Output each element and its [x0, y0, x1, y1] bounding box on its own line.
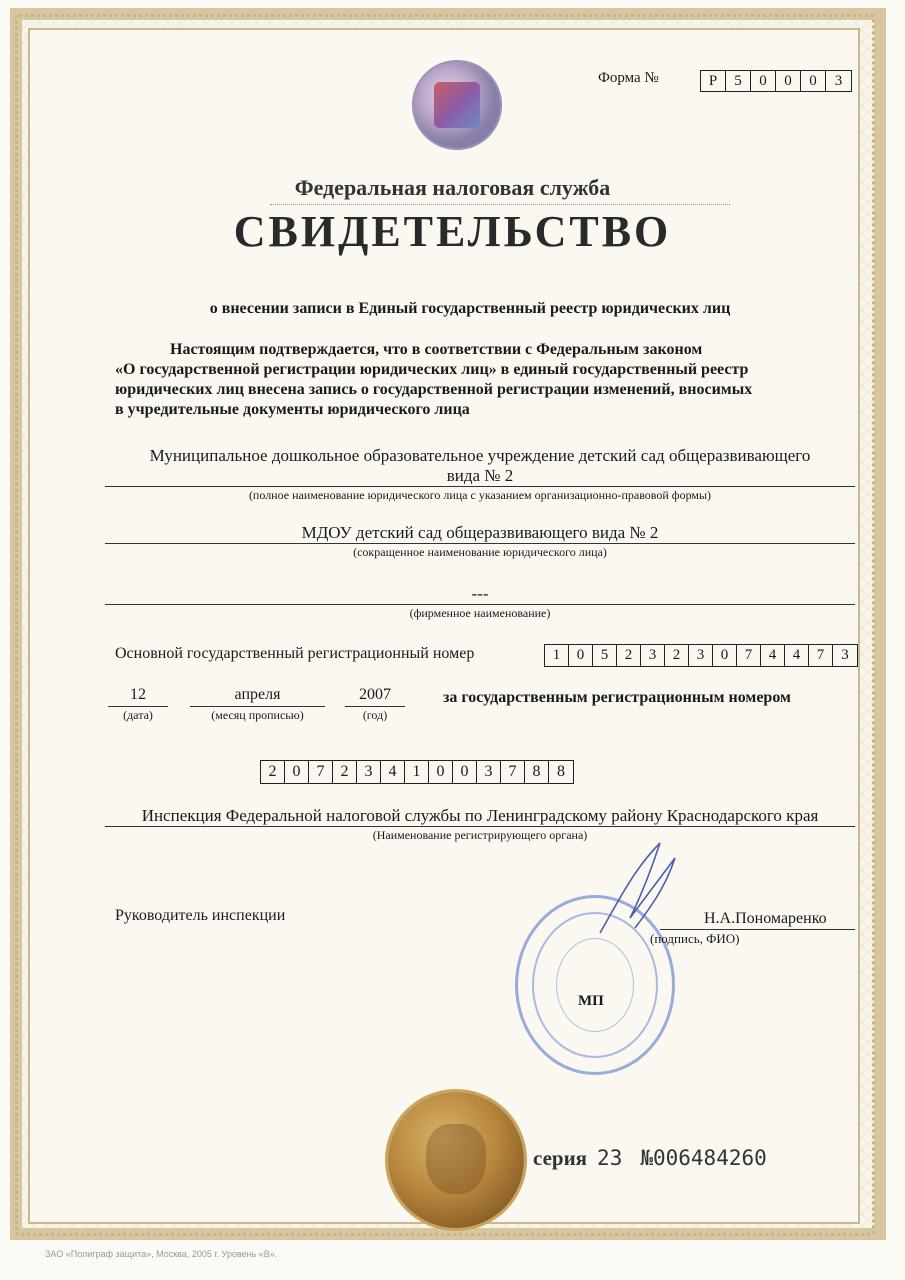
grn-digit: 0 [429, 761, 453, 783]
form-code [700, 70, 852, 92]
ogrn-digit: 3 [641, 645, 665, 666]
ogrn-digit: 2 [617, 645, 641, 666]
ogrn-label: Основной государственный регистрационный номер [115, 645, 475, 662]
date-day: 12 [130, 686, 146, 703]
serial-number: №006484260 [640, 1146, 767, 1170]
head-role: Руководитель инспекции [115, 907, 286, 924]
date-day-caption: (дата) [123, 708, 153, 722]
underline [345, 706, 405, 707]
date-year: 2007 [359, 686, 391, 703]
text-line: Настоящим подтверждается, что в соответствии с Федеральным законом [170, 341, 703, 358]
grn-digit: 1 [405, 761, 429, 783]
full-name-line1: Муниципальное дошкольное образовательное учреждение детский сад общеразвивающего [149, 446, 811, 465]
underline [105, 604, 855, 605]
date-year-caption: (год) [362, 708, 388, 722]
ogrn-digit: 0 [569, 645, 593, 666]
ogrn-digit: 3 [841, 647, 849, 663]
grn-digit: 0 [453, 761, 477, 783]
form-code-cell: 0 [751, 71, 776, 91]
ogrn-digit: 5 [593, 645, 617, 666]
grn-label: за государственным регистрационным номером [443, 689, 791, 706]
short-name: МДОУ детский сад общеразвивающего вида № 2 [301, 523, 659, 542]
text-line: «О государственной регистрации юридических лиц» в единый государственный реестр [115, 361, 749, 378]
ogrn-digit: 2 [665, 645, 689, 666]
signature-icon [590, 838, 680, 938]
ogrn-number [544, 644, 858, 667]
form-code-cell: 3 [834, 73, 843, 89]
underline [108, 706, 168, 707]
underline [105, 826, 855, 827]
grn-digit: 8 [557, 763, 565, 780]
ogrn-digit: 4 [785, 645, 809, 666]
printer-footer: ЗАО «Полиграф защита», Москва, 2005 г. Уровень «В». [45, 1249, 278, 1259]
grn-digit: 7 [309, 761, 333, 783]
hologram-emblem-icon [412, 60, 502, 150]
date-month: апреля [234, 686, 281, 703]
grn-digit: 2 [261, 761, 285, 783]
series-code: 23 [597, 1146, 623, 1170]
form-code-cell: Р [701, 71, 726, 91]
firm-name: --- [471, 584, 489, 603]
ogrn-digit: 0 [713, 645, 737, 666]
underline [190, 706, 325, 707]
ogrn-digit: 7 [737, 645, 761, 666]
grn-digit: 4 [381, 761, 405, 783]
full-name-line2: вида № 2 [446, 466, 514, 485]
short-name-caption: (сокращенное наименование юридического лица) [353, 545, 607, 559]
form-code-cell: 5 [726, 71, 751, 91]
date-month-caption: (месяц прописью) [211, 708, 304, 722]
agency-name: Федеральная налоговая служба [294, 175, 611, 200]
ogrn-digit: 7 [809, 645, 833, 666]
underline [105, 543, 855, 544]
page-title: СВИДЕТЕЛЬСТВО [233, 207, 672, 256]
subtitle: о внесении записи в Единый государственный реестр юридических лиц [209, 300, 731, 317]
grn-digit: 8 [525, 761, 549, 783]
divider [270, 204, 730, 205]
full-name-caption: (полное наименование юридического лица с указанием организационно-правовой формы) [248, 488, 712, 502]
grn-digit: 3 [477, 761, 501, 783]
form-code-cell: 0 [801, 71, 826, 91]
grn-digit: 7 [501, 761, 525, 783]
gold-seal-icon [388, 1092, 524, 1228]
form-code-cell: 0 [776, 71, 801, 91]
text-line: в учредительные документы юридического лица [115, 401, 470, 418]
head-name: Н.А.Пономаренко [704, 910, 827, 927]
grn-digit: 0 [285, 761, 309, 783]
underline [660, 929, 855, 930]
text-line: юридических лиц внесена запись о государственной регистрации изменений, вносимых [115, 381, 753, 398]
grn-digit: 3 [357, 761, 381, 783]
series-number [533, 1146, 767, 1171]
grn-number [260, 760, 574, 784]
ogrn-digit: 1 [545, 645, 569, 666]
ogrn-digit: 3 [689, 645, 713, 666]
underline [105, 486, 855, 487]
series-label: серия [533, 1146, 588, 1170]
confirmation-text [115, 340, 855, 420]
seal-place-label: МП [578, 993, 604, 1009]
grn-digit: 2 [333, 761, 357, 783]
form-label: Форма № [598, 70, 659, 86]
signature-caption: (подпись, ФИО) [650, 931, 740, 946]
authority-name: Инспекция Федеральной налоговой службы по Ленинградскому району Краснодарского края [141, 806, 819, 825]
authority-caption: (Наименование регистрирующего органа) [372, 828, 588, 842]
ogrn-digit: 4 [761, 645, 785, 666]
firm-name-caption: (фирменное наименование) [409, 606, 551, 620]
